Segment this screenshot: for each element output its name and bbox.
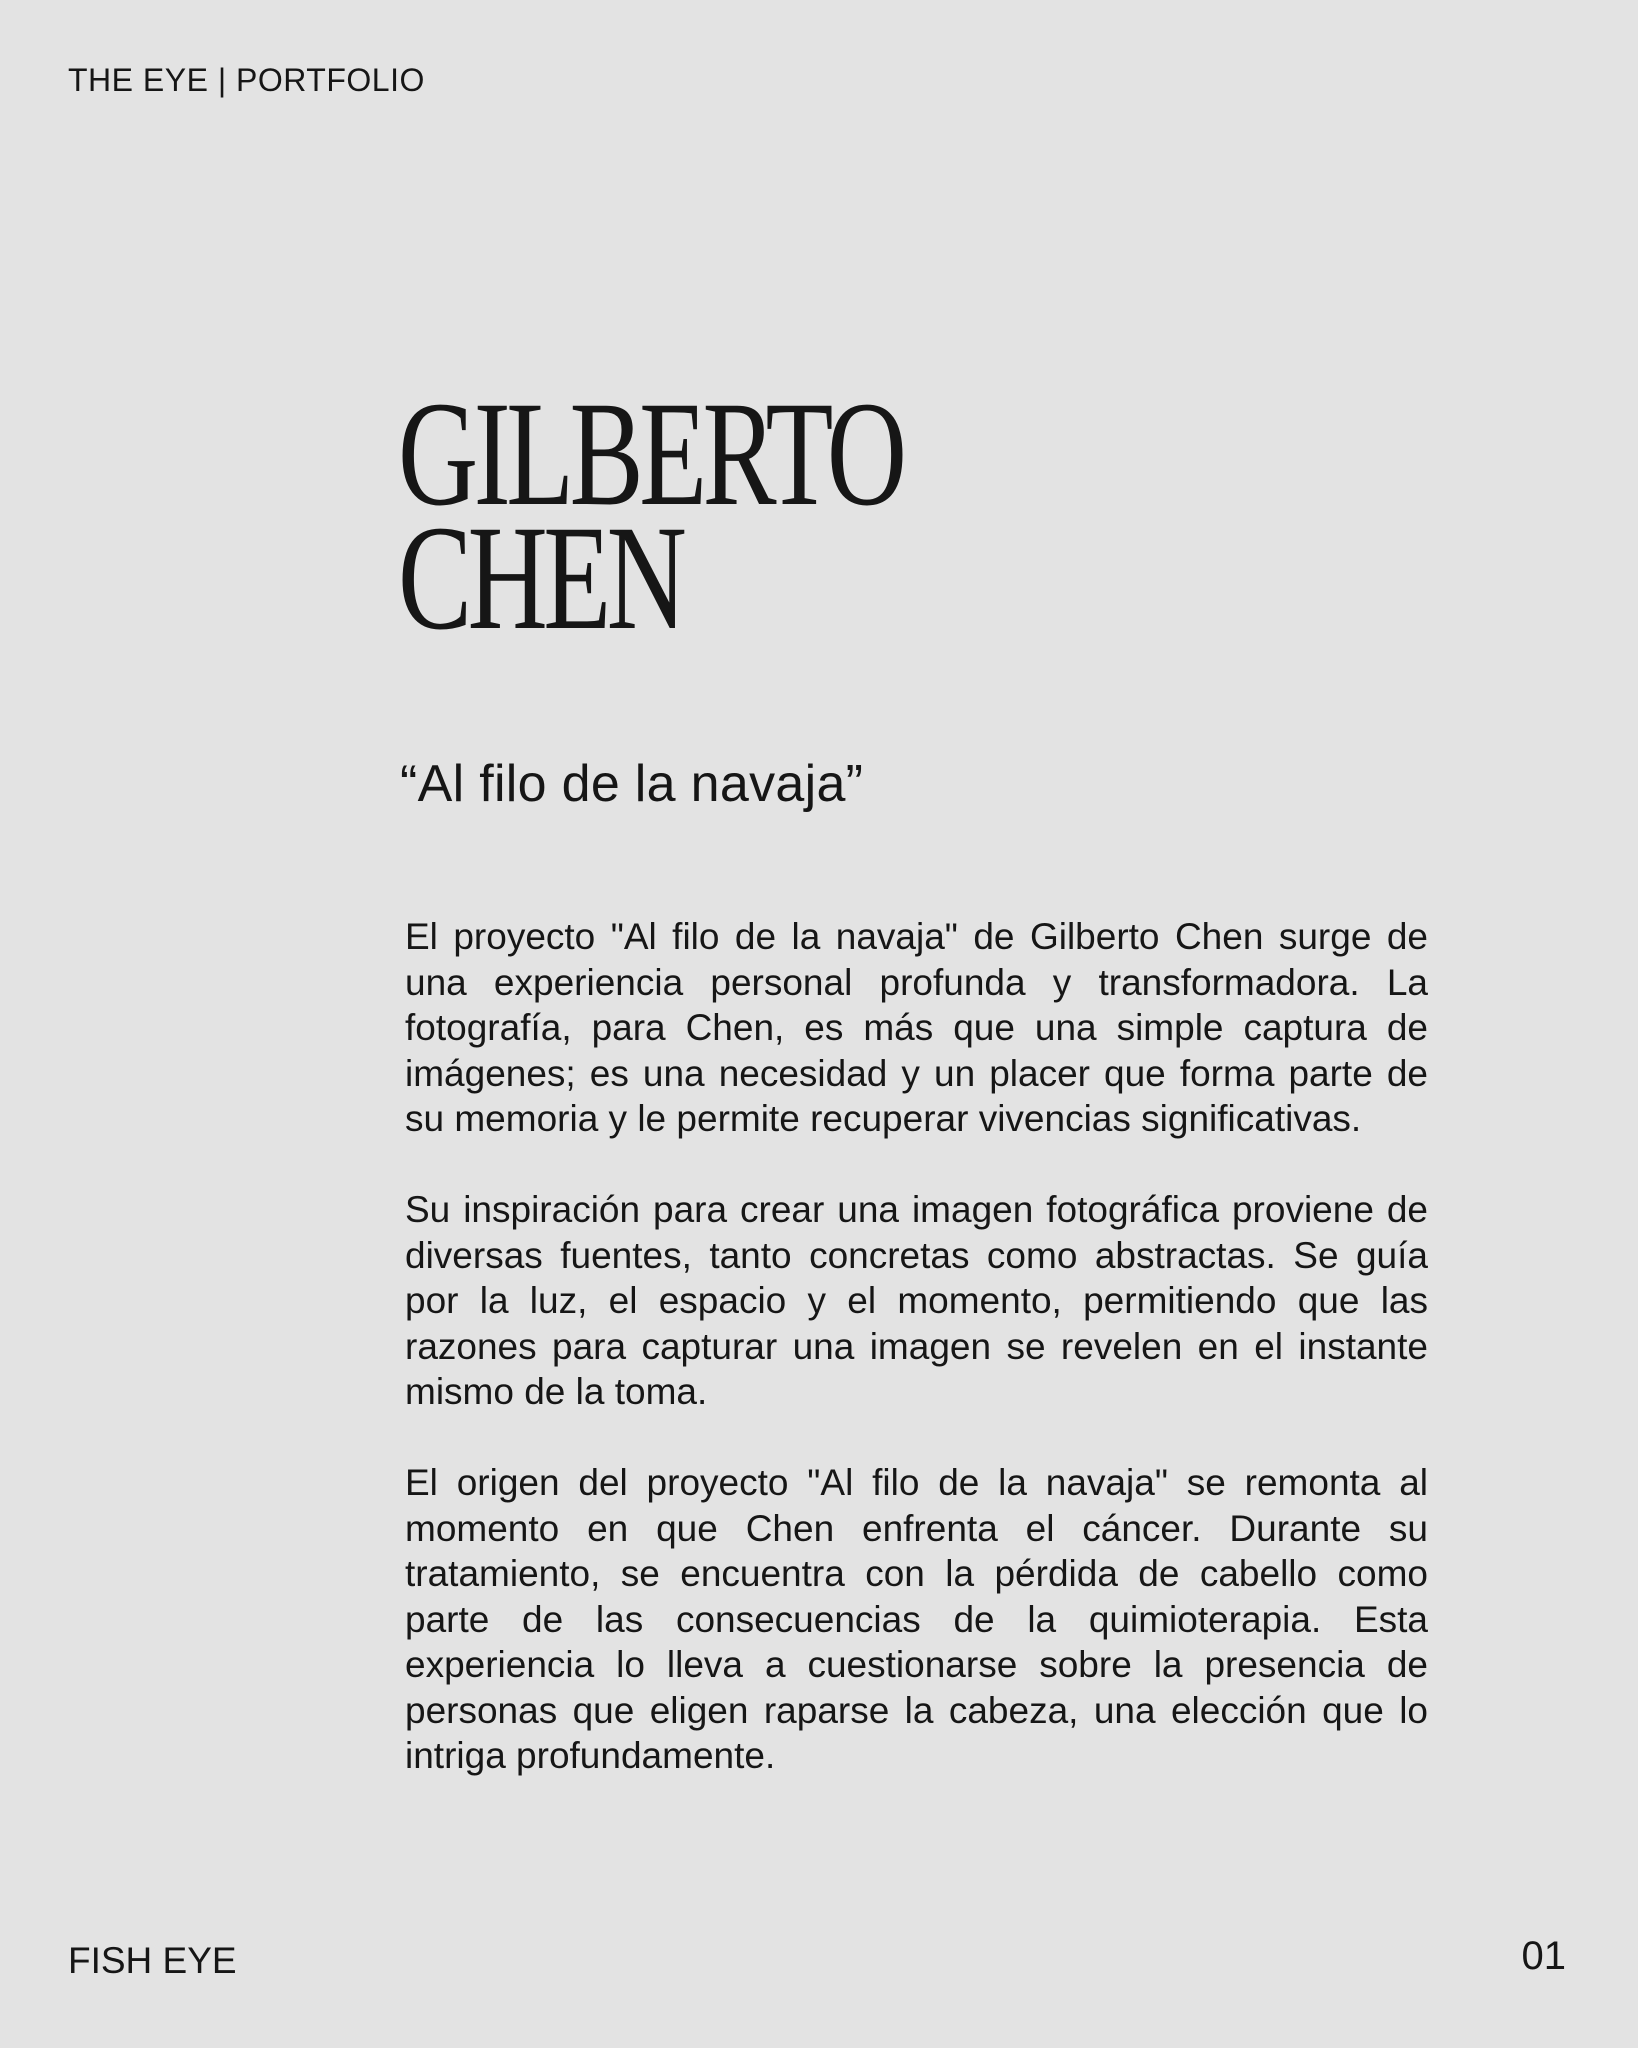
- page-number: 01: [1521, 1934, 1566, 1978]
- paragraph: El proyecto "Al filo de la navaja" de Gilberto Chen surge de una experiencia personal profunda y transformadora. La fotografía, para Chen, es más que una simple captura de imágenes; es una necesidad y un placer que forma parte de su memoria y le permite recuperar vivencias significativas.: [405, 916, 1428, 1139]
- title-line-last-name: CHEN: [398, 495, 683, 661]
- article-body: [405, 914, 1428, 1824]
- page-title: [398, 371, 916, 661]
- project-subtitle: “Al filo de la navaja”: [400, 755, 864, 813]
- paragraph: El origen del proyecto "Al filo de la navaja" se remonta al momento en que Chen enfrenta el cáncer. Durante su tratamiento, se encuentra con la pérdida de cabello como parte de las consecuencias de la quimioterapia. Esta experiencia lo lleva a cuestionarse sobre la presencia de personas que eligen raparse la cabeza, una elección que lo intriga profundamente.: [405, 1462, 1428, 1776]
- page-header: THE EYE | PORTFOLIO: [68, 62, 425, 98]
- title-line-first-name: GILBERTO: [398, 371, 903, 537]
- paragraph: Su inspiración para crear una imagen fotográfica proviene de diversas fuentes, tanto concretas como abstractas. Se guía por la luz, el espacio y el momento, permitiendo que las razones para capturar una imagen se revelen en el instante mismo de la toma.: [405, 1189, 1428, 1412]
- footer-publication-name: FISH EYE: [68, 1940, 237, 1981]
